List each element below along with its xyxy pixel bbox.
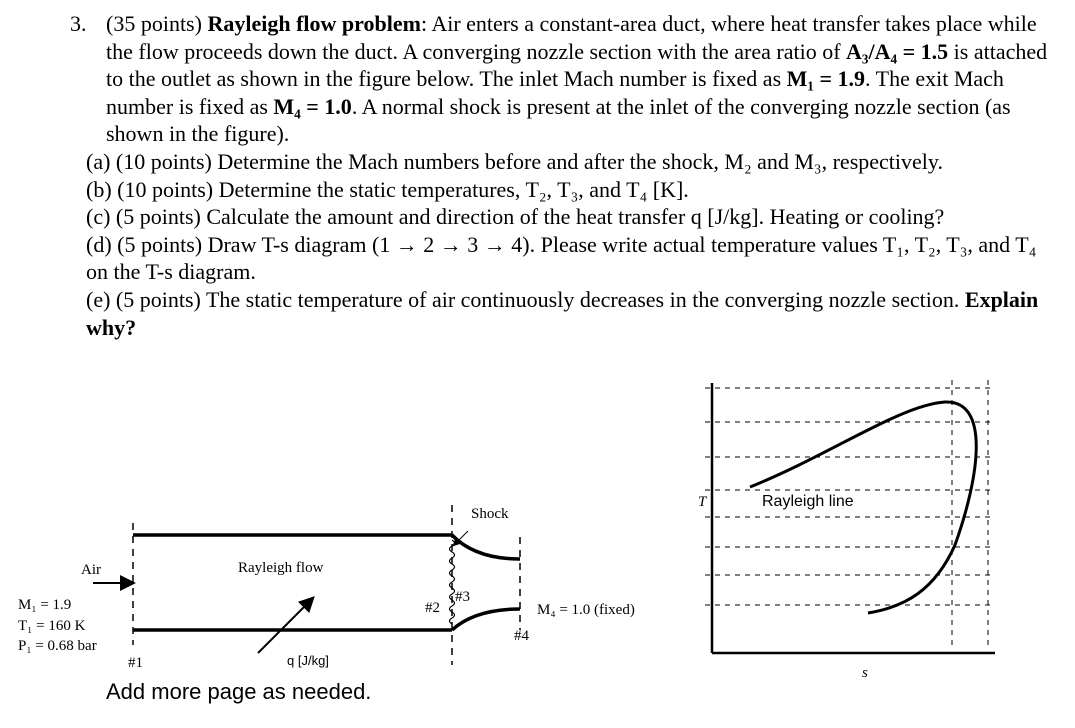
part-a: (a) (10 points) Determine the Mach numbers before and after the shock, M₂ and M₃, respectively. (86, 148, 943, 174)
station-2-label: #2 (425, 600, 440, 616)
intro-text-4: . A normal shock is present at the inlet of the converging nozzle section (as shown in the figure). (106, 93, 1011, 147)
shock-label: Shock (471, 506, 509, 522)
part-d: (d) (5 points) Draw T-s diagram (1 → 2 → 3 → 4). Please write actual temperature values T₁, T₂, T₃, and T₄ on the T-s diagram. (86, 231, 1037, 285)
problem-title: Rayleigh flow problem (207, 11, 421, 36)
intro-text-1: : Air enters a constant-area duct, where heat transfer takes place while the flow proceeds down the duct. A converging nozzle section with the area ratio of (106, 11, 1037, 64)
heat-arrow (258, 599, 312, 653)
area-ratio: A₃/A₄ = 1.5 (846, 38, 949, 64)
part-c: (c) (5 points) Calculate the amount and direction of the heat transfer q [J/kg]. Heating or cooling? (86, 204, 945, 230)
part-e-text: (e) (5 points) The static temperature of air continuously decreases in the converging nozzle section. (86, 286, 960, 312)
station-4-label: #4 (514, 628, 529, 644)
problem-parts (86, 148, 1060, 341)
shock-wave (450, 540, 455, 624)
part-b: (b) (10 points) Determine the static temperatures, T₂, T₃, and T₄ [K]. (86, 176, 689, 202)
inlet-mach: M₁ = 1.9 (786, 66, 866, 92)
rayleigh-flow-label: Rayleigh flow (238, 560, 324, 576)
duct-figure (0, 495, 690, 675)
ts-y-label: T (698, 494, 707, 510)
inlet-p1: P₁ = 0.68 bar (18, 638, 97, 654)
exit-condition-label: M₄ = 1.0 (fixed) (537, 602, 635, 618)
problem-points: (35 points) (106, 11, 202, 36)
ts-diagram (690, 375, 1000, 705)
rayleigh-line-label: Rayleigh line (762, 493, 854, 510)
station-1-label: #1 (128, 655, 143, 671)
station-3-label: #3 (455, 589, 470, 605)
problem-number: 3. (70, 11, 87, 36)
intro-text-3: . The exit Mach number is fixed as (106, 66, 1004, 119)
ts-x-label: s (862, 665, 868, 681)
air-label: Air (81, 562, 101, 578)
nozzle-bottom-wall (452, 609, 520, 630)
part-e-bold: Explain why? (86, 286, 1039, 340)
ts-grid (705, 380, 990, 645)
problem-intro (106, 10, 1060, 148)
heat-label: q [J/kg] (287, 653, 329, 668)
exit-mach: M₄ = 1.0 (273, 93, 352, 119)
inlet-t1: T₁ = 160 K (18, 618, 86, 634)
footer-note: Add more page as needed. (106, 679, 372, 704)
nozzle-top-wall (452, 535, 520, 559)
inlet-m1: M₁ = 1.9 (18, 597, 72, 613)
problem-statement (70, 10, 1060, 341)
intro-text-2: is attached to the outlet as shown in the figure below. The inlet Mach number is fixed as (106, 38, 1048, 92)
part-e (86, 286, 1060, 341)
